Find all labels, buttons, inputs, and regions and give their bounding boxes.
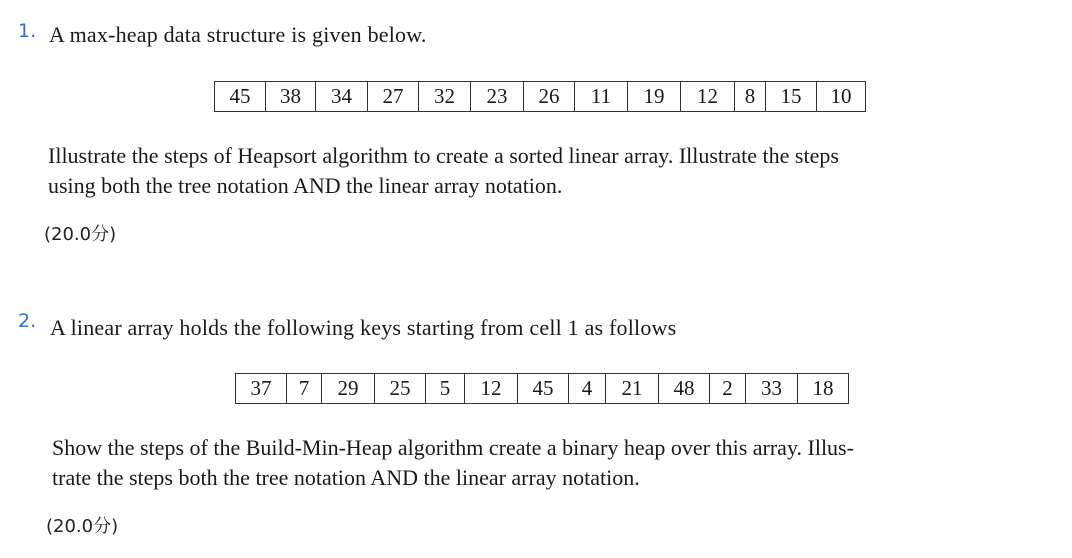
array-cell: 15 (766, 82, 817, 112)
array-cell: 8 (735, 82, 766, 112)
array-cell: 45 (518, 374, 569, 404)
array-cell: 5 (426, 374, 465, 404)
score-label: (20.0分) (44, 224, 117, 245)
array-cell: 48 (659, 374, 710, 404)
question-body (52, 433, 854, 493)
body-line: Show the steps of the Build-Min-Heap algorithm create a binary heap over this array. Illus- (52, 435, 854, 460)
question-number: 2. (18, 310, 37, 332)
score-label: (20.0分) (46, 516, 119, 537)
array-cell: 25 (375, 374, 426, 404)
array-cell: 4 (569, 374, 606, 404)
array-cell: 37 (236, 374, 287, 404)
array-cell: 7 (287, 374, 322, 404)
array-cell: 19 (628, 82, 681, 112)
body-line: Illustrate the steps of Heapsort algorithm to create a sorted linear array. Illustrate the steps (48, 143, 839, 168)
array-cell: 18 (798, 374, 849, 404)
array-cell: 33 (746, 374, 798, 404)
array-cell: 45 (215, 82, 266, 112)
question-body (48, 141, 839, 201)
array-cell: 2 (710, 374, 746, 404)
max-heap-array (214, 81, 866, 112)
body-line: using both the tree notation AND the linear array notation. (48, 173, 563, 198)
array-cell: 27 (368, 82, 419, 112)
array-cell: 12 (681, 82, 735, 112)
linear-array (235, 373, 849, 404)
question-prompt: A max-heap data structure is given below. (49, 22, 427, 47)
array-cell: 32 (419, 82, 471, 112)
array-cell: 11 (575, 82, 628, 112)
array-cell: 34 (316, 82, 368, 112)
array-cell: 26 (524, 82, 575, 112)
array-cell: 29 (322, 374, 375, 404)
array-cell: 38 (266, 82, 316, 112)
array-cell: 12 (465, 374, 518, 404)
question-prompt: A linear array holds the following keys starting from cell 1 as follows (50, 315, 677, 340)
body-line: trate the steps both the tree notation AND the linear array notation. (52, 465, 640, 490)
array-cell: 21 (606, 374, 659, 404)
array-cell: 10 (817, 82, 866, 112)
array-cell: 23 (471, 82, 524, 112)
question-number: 1. (18, 20, 37, 42)
